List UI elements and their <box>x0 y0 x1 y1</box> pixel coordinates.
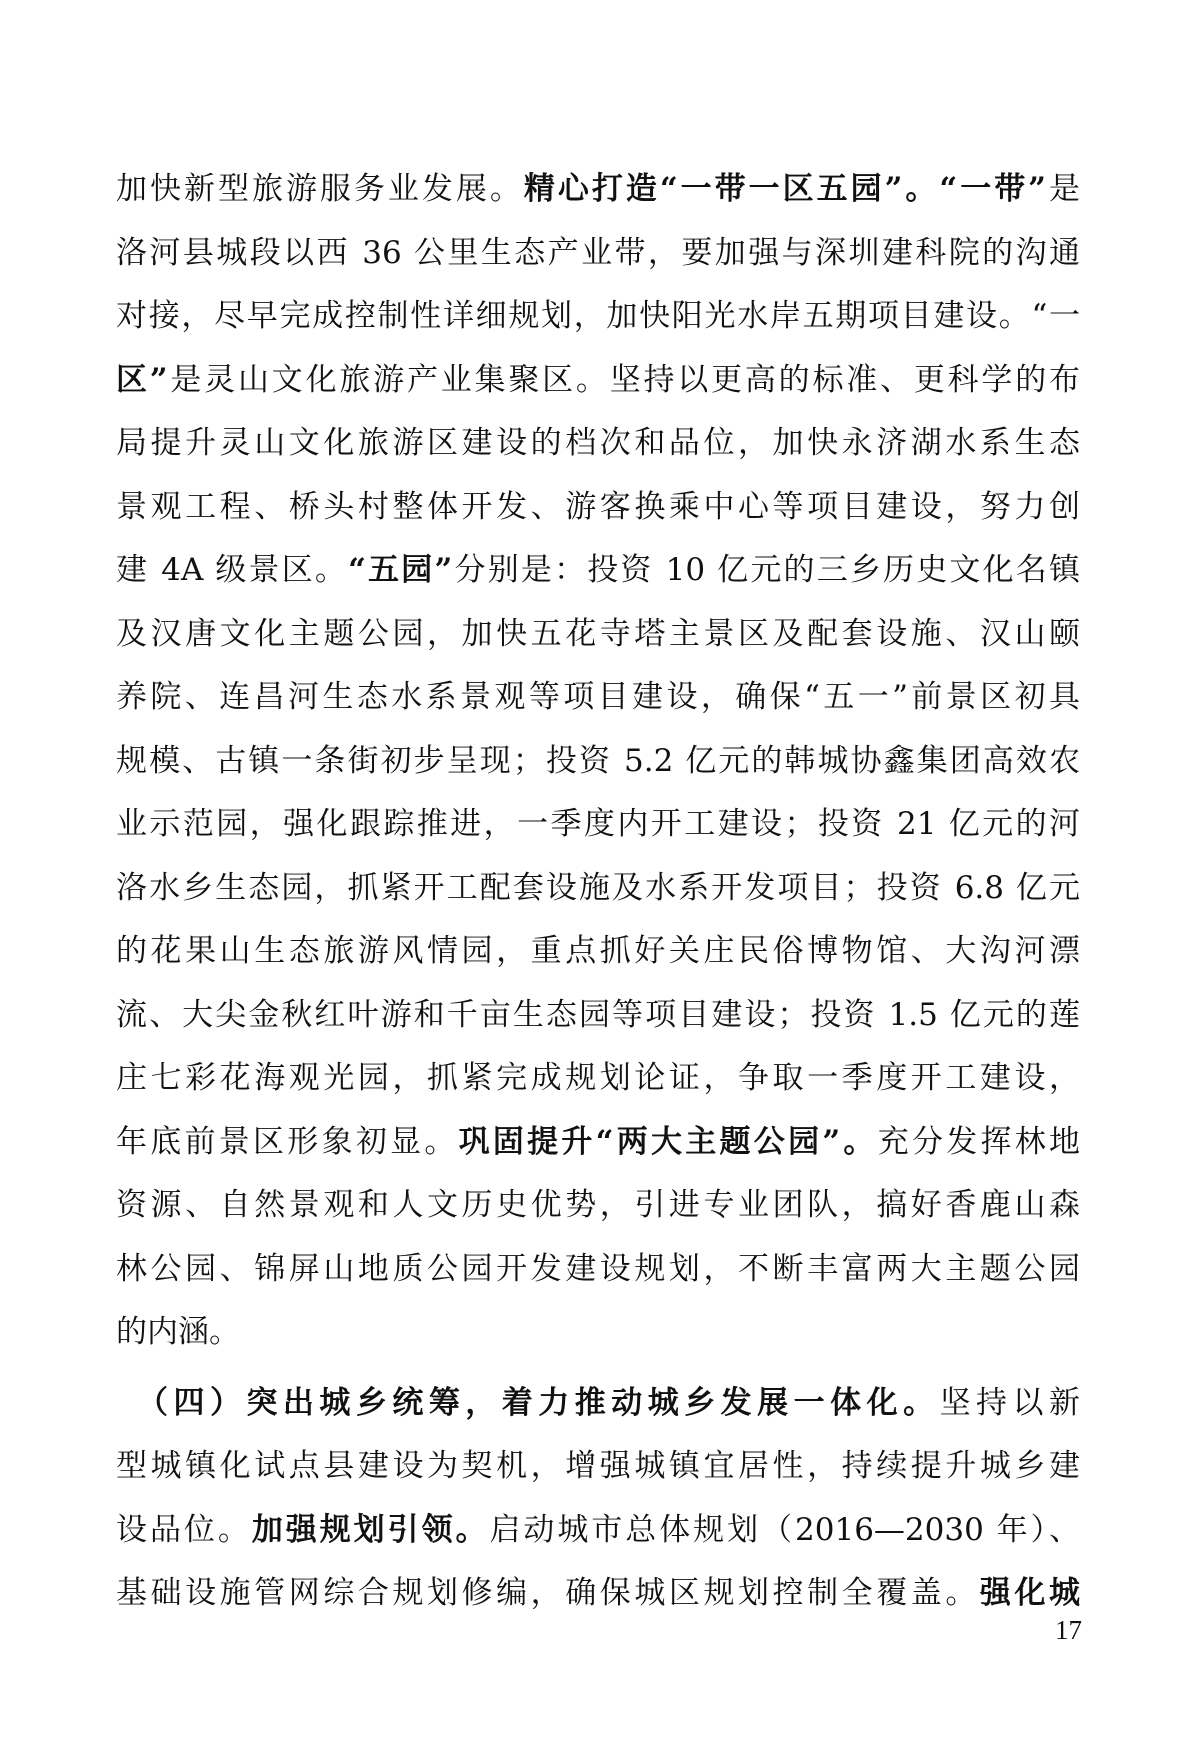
text-segment: 资源、自然景观和人文历史优势，引进专业团队，搞好香鹿山森 <box>116 1187 1080 1223</box>
text-segment: 洛水乡生态园，抓紧开工配套设施及水系开发项目；投资 6.8 亿元 <box>116 869 1080 906</box>
text-segment: 分别是：投资 10 亿元的三乡历史文化名镇 <box>452 552 1080 588</box>
text-line <box>116 666 1080 730</box>
text-line <box>116 539 1080 603</box>
bold-text-segment: 强化城 <box>979 1575 1080 1611</box>
text-line <box>116 1111 1080 1175</box>
text-segment: 庄七彩花海观光园，抓紧完成规划论证，争取一季度开工建设， <box>116 1060 1080 1096</box>
text-segment: 加快新型旅游服务业发展。 <box>116 171 524 207</box>
text-line <box>116 984 1080 1048</box>
text-line <box>116 349 1080 413</box>
text-segment: 及汉唐文化主题公园，加快五花寺塔主景区及配套设施、汉山颐 <box>116 615 1080 652</box>
text-segment: 基础设施管网综合规划修编，确保城区规划控制全覆盖。 <box>116 1575 980 1611</box>
text-line <box>116 1562 1080 1626</box>
bold-text-segment: 巩固提升“两大主题公园”。 <box>458 1123 878 1160</box>
text-segment: 对接，尽早完成控制性详细规划，加快阳光水岸五期项目建设。“一 <box>116 298 1080 334</box>
text-line <box>116 793 1080 857</box>
text-segment: 局提升灵山文化旅游区建设的档次和品位，加快永济湖水系生态 <box>116 425 1080 461</box>
text-line <box>116 1372 1080 1436</box>
text-segment: 景观工程、桥头村整体开发、游客换乘中心等项目建设，努力创 <box>116 488 1080 525</box>
text-line <box>116 1499 1080 1563</box>
text-segment: 启动城市总体规划（2016—2030 年）、 <box>489 1511 1080 1548</box>
text-line <box>116 1238 1080 1302</box>
text-segment: 充分发挥林地 <box>877 1123 1080 1160</box>
bold-text-segment: 区” <box>116 361 168 398</box>
text-line <box>116 730 1080 794</box>
text-segment: 型城镇化试点县建设为契机，增强城镇宜居性，持续提升城乡建 <box>116 1448 1080 1484</box>
text-line <box>116 1047 1080 1111</box>
bold-text-segment: 加强规划引领。 <box>251 1511 490 1548</box>
text-line <box>116 412 1080 476</box>
text-segment: 坚持以新 <box>939 1384 1080 1421</box>
text-line <box>116 285 1080 349</box>
text-segment: 的花果山生态旅游风情园，重点抓好关庄民俗博物馆、大沟河漂 <box>116 933 1080 969</box>
text-segment: 业示范园，强化跟踪推进，一季度内开工建设；投资 21 亿元的河 <box>116 806 1080 842</box>
text-segment: 林公园、锦屏山地质公园开发建设规划，不断丰富两大主题公园 <box>116 1250 1080 1287</box>
bold-text-segment: “五园” <box>348 552 453 588</box>
text-segment: 建 4A 级景区。 <box>116 552 349 588</box>
text-line <box>116 158 1080 222</box>
text-segment: 养院、连昌河生态水系景观等项目建设，确保“五一”前景区初具 <box>116 679 1080 715</box>
text-segment: 年底前景区形象初显。 <box>116 1123 459 1160</box>
text-line <box>116 222 1080 286</box>
text-line <box>116 603 1080 667</box>
text-line <box>116 476 1080 540</box>
bold-text-segment: 精心打造“一带一区五园”。“一带” <box>523 171 1047 207</box>
text-line <box>116 1435 1080 1499</box>
bold-text-segment: （四）突出城乡统筹，着力推动城乡发展一体化。 <box>116 1384 940 1421</box>
text-segment: 是 <box>1046 171 1080 207</box>
text-segment: 洛河县城段以西 36 公里生态产业带，要加强与深圳建科院的沟通 <box>116 234 1080 271</box>
text-segment: 的内涵。 <box>116 1314 240 1350</box>
text-line <box>116 920 1080 984</box>
text-line <box>116 1174 1080 1238</box>
text-segment: 流、大尖金秋红叶游和千亩生态园等项目建设；投资 1.5 亿元的莲 <box>116 996 1080 1033</box>
text-line <box>116 857 1080 921</box>
text-line <box>116 1301 1080 1365</box>
text-segment: 是灵山文化旅游产业集聚区。坚持以更高的标准、更科学的布 <box>167 361 1080 398</box>
body-text <box>116 158 1080 1626</box>
text-segment: 设品位。 <box>116 1511 252 1548</box>
text-segment: 规模、古镇一条街初步呈现；投资 5.2 亿元的韩城协鑫集团高效农 <box>116 742 1080 779</box>
page-number: 17 <box>1055 1615 1082 1645</box>
